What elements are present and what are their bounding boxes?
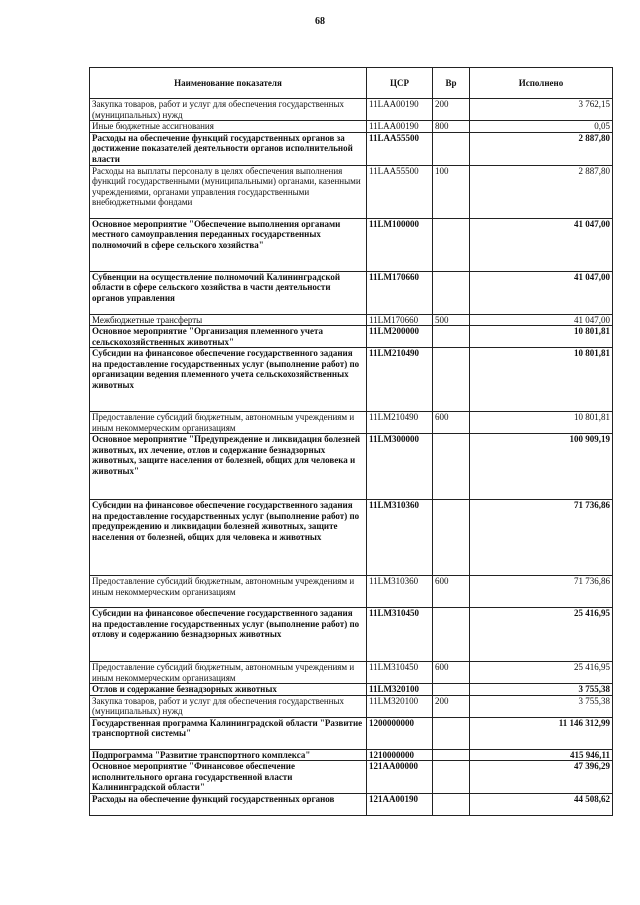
name-cell: Расходы на обеспечение функций государственных органов за достижение показателей деятельности органов исполнительной власти — [90, 132, 367, 165]
vr-cell: 200 — [433, 99, 470, 121]
csr-cell: 121AA00190 — [367, 793, 433, 815]
amount-cell: 2 887,80 — [470, 132, 613, 165]
vr-cell: 800 — [433, 121, 470, 133]
table-row — [90, 500, 613, 576]
amount-cell: 25 416,95 — [470, 662, 613, 684]
name-cell: Предоставление субсидий бюджетным, автономным учреждениям и иным некоммерческим организациям — [90, 576, 367, 608]
amount-cell: 44 508,62 — [470, 793, 613, 815]
table-body — [90, 99, 613, 816]
csr-cell: 11LM320100 — [367, 684, 433, 696]
amount-cell: 47 396,29 — [470, 761, 613, 794]
csr-cell: 121AA00000 — [367, 761, 433, 794]
vr-cell — [433, 218, 470, 271]
csr-cell: 11LAA00190 — [367, 99, 433, 121]
budget-table — [89, 67, 613, 816]
name-cell: Основное мероприятие "Предупреждение и ликвидация болезней животных, их лечение, отлов и содержание безнадзорных животных, защите населения от болезней, общих для человека и животных" — [90, 434, 367, 500]
name-cell: Субсидии на финансовое обеспечение государственного задания на предоставление государственных услуг (выполнение работ) по отлову и содержанию безнадзорных животных — [90, 608, 367, 662]
table-row — [90, 684, 613, 696]
amount-cell: 10 801,81 — [470, 348, 613, 412]
csr-cell: 11LM170660 — [367, 314, 433, 326]
amount-cell: 25 416,95 — [470, 608, 613, 662]
amount-cell: 3 762,15 — [470, 99, 613, 121]
header-csr: ЦСР — [367, 68, 433, 99]
table-row — [90, 793, 613, 815]
amount-cell: 2 887,80 — [470, 165, 613, 218]
table-row — [90, 695, 613, 717]
csr-cell: 11LAA55500 — [367, 132, 433, 165]
page-number: 68 — [315, 16, 325, 27]
name-cell: Расходы на обеспечение функций государственных органов — [90, 793, 367, 815]
header-amount: Исполнено — [470, 68, 613, 99]
amount-cell: 71 736,86 — [470, 500, 613, 576]
vr-cell — [433, 271, 470, 314]
amount-cell: 10 801,81 — [470, 326, 613, 348]
name-cell: Отлов и содержание безнадзорных животных — [90, 684, 367, 696]
csr-cell: 11LM310450 — [367, 662, 433, 684]
vr-cell — [433, 749, 470, 761]
vr-cell — [433, 608, 470, 662]
csr-cell: 11LM210490 — [367, 348, 433, 412]
vr-cell: 600 — [433, 412, 470, 434]
table-row — [90, 348, 613, 412]
name-cell: Субсидии на финансовое обеспечение государственного задания на предоставление государственных услуг (выполнение работ) по организации ведения племенного учета сельскохозяйственных животных — [90, 348, 367, 412]
table-row — [90, 121, 613, 133]
name-cell: Основное мероприятие "Обеспечение выполнения органами местного самоуправления переданных государственных полномочий в сфере сельского хозяйства" — [90, 218, 367, 271]
table-row — [90, 749, 613, 761]
name-cell: Субвенции на осуществление полномочий Калининградской области в сфере сельского хозяйства в части деятельности органов управления — [90, 271, 367, 314]
vr-cell: 200 — [433, 695, 470, 717]
header-name: Наименование показателя — [90, 68, 367, 99]
vr-cell — [433, 500, 470, 576]
csr-cell: 11LAA00190 — [367, 121, 433, 133]
vr-cell — [433, 717, 470, 749]
table-row — [90, 662, 613, 684]
table-row — [90, 132, 613, 165]
table-header-row — [90, 68, 613, 99]
vr-cell — [433, 326, 470, 348]
amount-cell: 41 047,00 — [470, 218, 613, 271]
csr-cell: 11LM200000 — [367, 326, 433, 348]
table-row — [90, 576, 613, 608]
name-cell: Иные бюджетные ассигнования — [90, 121, 367, 133]
name-cell: Основное мероприятие "Организация племенного учета сельскохозяйственных животных" — [90, 326, 367, 348]
csr-cell: 1210000000 — [367, 749, 433, 761]
table-row — [90, 717, 613, 749]
vr-cell — [433, 132, 470, 165]
table-row — [90, 761, 613, 794]
amount-cell: 41 047,00 — [470, 314, 613, 326]
vr-cell: 600 — [433, 662, 470, 684]
name-cell: Государственная программа Калининградской области "Развитие транспортной системы" — [90, 717, 367, 749]
vr-cell — [433, 434, 470, 500]
amount-cell: 415 946,11 — [470, 749, 613, 761]
amount-cell: 0,05 — [470, 121, 613, 133]
vr-cell — [433, 761, 470, 794]
header-vr: Вр — [433, 68, 470, 99]
name-cell: Основное мероприятие "Финансовое обеспечение исполнительного органа государственной власти Калининградской области" — [90, 761, 367, 794]
csr-cell: 11LM310360 — [367, 500, 433, 576]
vr-cell — [433, 684, 470, 696]
csr-cell: 11LAA55500 — [367, 165, 433, 218]
vr-cell — [433, 348, 470, 412]
table-row — [90, 99, 613, 121]
amount-cell: 11 146 312,99 — [470, 717, 613, 749]
csr-cell: 11LM100000 — [367, 218, 433, 271]
table-row — [90, 608, 613, 662]
table-row — [90, 412, 613, 434]
csr-cell: 11LM300000 — [367, 434, 433, 500]
vr-cell — [433, 793, 470, 815]
table-row — [90, 434, 613, 500]
vr-cell: 600 — [433, 576, 470, 608]
table-row — [90, 326, 613, 348]
amount-cell: 41 047,00 — [470, 271, 613, 314]
name-cell: Подпрограмма "Развитие транспортного комплекса" — [90, 749, 367, 761]
table-row — [90, 314, 613, 326]
amount-cell: 100 909,19 — [470, 434, 613, 500]
name-cell: Закупка товаров, работ и услуг для обеспечения государственных (муниципальных) нужд — [90, 695, 367, 717]
name-cell: Субсидии на финансовое обеспечение государственного задания на предоставление государственных услуг (выполнение работ) по предупреждению и ликвидации болезней животных, защите населения от болезней, общих для человека и животных — [90, 500, 367, 576]
name-cell: Предоставление субсидий бюджетным, автономным учреждениям и иным некоммерческим организациям — [90, 412, 367, 434]
amount-cell: 10 801,81 — [470, 412, 613, 434]
csr-cell: 11LM210490 — [367, 412, 433, 434]
table-row — [90, 218, 613, 271]
amount-cell: 3 755,38 — [470, 684, 613, 696]
vr-cell: 100 — [433, 165, 470, 218]
vr-cell: 500 — [433, 314, 470, 326]
table-row — [90, 165, 613, 218]
csr-cell: 1200000000 — [367, 717, 433, 749]
amount-cell: 71 736,86 — [470, 576, 613, 608]
name-cell: Закупка товаров, работ и услуг для обеспечения государственных (муниципальных) нужд — [90, 99, 367, 121]
csr-cell: 11LM320100 — [367, 695, 433, 717]
table-row — [90, 271, 613, 314]
name-cell: Расходы на выплаты персоналу в целях обеспечения выполнения функций государственными (муниципальными) органами, казенными учреждениями, органами управления государственными внебюджетными фондами — [90, 165, 367, 218]
name-cell: Предоставление субсидий бюджетным, автономным учреждениям и иным некоммерческим организациям — [90, 662, 367, 684]
csr-cell: 11LM310360 — [367, 576, 433, 608]
csr-cell: 11LM170660 — [367, 271, 433, 314]
name-cell: Межбюджетные трансферты — [90, 314, 367, 326]
amount-cell: 3 755,38 — [470, 695, 613, 717]
csr-cell: 11LM310450 — [367, 608, 433, 662]
